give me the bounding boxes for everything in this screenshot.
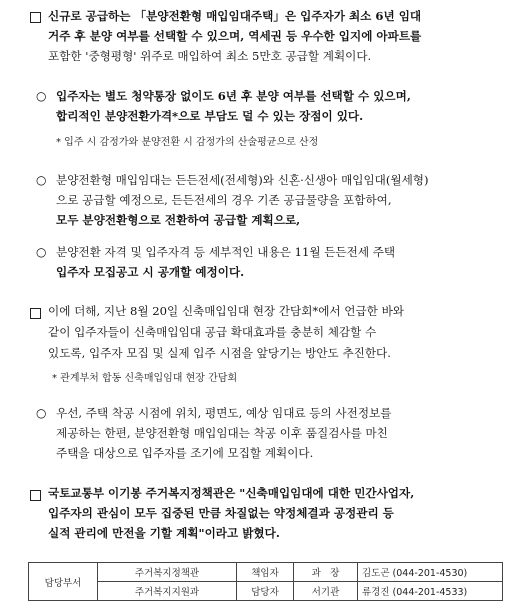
sub1-note: * 입주 시 감정가와 분양전환 시 감정가의 산술평균으로 산정: [56, 137, 319, 148]
sub3-line-1: 분양전환 자격 및 입주자격 등 세부적인 내용은 11월 든든전세 주택: [56, 245, 396, 259]
sec2-line-3: 있도록, 입주자 모집 및 실제 입주 시점을 앞당기는 방안도 추진한다.: [48, 346, 391, 360]
contact-row-1: [29, 563, 503, 582]
sub4-line-3: 주택을 대상으로 입주자를 조기에 모집할 계획이다.: [56, 446, 314, 460]
sec2-line-1: 이에 더해, 지난 8월 20일 신축매입임대 현장 간담회*에서 언급한 바와: [48, 304, 404, 318]
contact-table: [28, 562, 503, 601]
sec1-line-2-text: 거주 후 분양 여부를 선택할 수 있으며, 역세권 등 우수한 입지에 아파트를: [48, 29, 422, 43]
sec2-note: * 관계부처 합동 신축매입임대 현장 간담회: [52, 373, 238, 384]
circle-bullet-icon: ○: [36, 89, 47, 103]
sec1-line-1-text: 신규로 공급하는 「분양전환형 매입임대주택」은 입주자가 최소 6년 임대: [48, 9, 422, 23]
sec1-line-1: [48, 9, 421, 24]
sub4-line-2: 제공하는 한편, 분양전환형 매입임대는 착공 이후 품질검사를 마친: [56, 426, 388, 440]
sec1-line-3-text: 포함한 '중형평형' 위주로 매입하여 최소 5만호 공급할 계획이다.: [48, 49, 372, 63]
sec2-line-2: 같이 입주자들이 신축매입임대 공급 확대효과를 충분히 체감할 수: [48, 325, 377, 339]
sec3-line-2: 입주자의 관심이 모두 집중된 만큼 차질없는 약정체결과 공정관리 등: [48, 506, 394, 520]
sub3-line-2: 입주자 모집공고 시 공개할 예정이다.: [56, 265, 245, 279]
title-cell: 과 장: [294, 563, 358, 582]
role-cell: 담당자: [237, 582, 294, 601]
sub1-line-2: 합리적인 분양전환가격*으로 부담도 덜 수 있는 장점이 있다.: [56, 109, 364, 123]
sec3-line-3: 실적 관리에 만전을 기할 계획"이라고 밝혔다.: [48, 526, 280, 540]
dept-name-cell: 주거복지지원과: [98, 582, 237, 601]
sub1-line-1: 입주자는 별도 청약통장 없이도 6년 후 분양 여부를 선택할 수 있으며,: [56, 89, 411, 103]
title-cell: 서기관: [294, 582, 358, 601]
contact-row-2: [29, 582, 503, 601]
dept-name-cell: 주거복지정책관: [98, 563, 237, 582]
sub2-line-2: 으로 공급할 예정으로, 든든전세의 경우 기존 공급물량을 포함하여,: [56, 193, 392, 207]
square-bullet-icon: [30, 308, 41, 319]
circle-bullet-icon: ○: [36, 245, 47, 259]
person-cell: 김도곤 (044-201-4530): [358, 563, 503, 582]
sub4-line-1: 우선, 주택 착공 시점에 위치, 평면도, 예상 임대료 등의 사전정보를: [56, 406, 392, 420]
role-cell: 책임자: [237, 563, 294, 582]
sub2-line-1: 분양전환형 매입임대는 든든전세(전세형)와 신혼·신생아 매입임대(월세형): [56, 173, 429, 187]
sub2-line-3: 모두 분양전환형으로 전환하여 공급할 계획으로,: [56, 213, 301, 227]
sec1-line-3: [48, 49, 371, 64]
sec3-line-1: 국토교통부 이기봉 주거복지정책관은 "신축매입임대에 대한 민간사업자,: [48, 486, 415, 500]
dept-label-cell: 담당부서: [29, 563, 98, 601]
circle-bullet-icon: ○: [36, 406, 47, 420]
square-bullet-icon: [30, 12, 41, 23]
square-bullet-icon: [30, 490, 41, 501]
circle-bullet-icon: ○: [36, 173, 47, 187]
sec1-line-2: [48, 29, 421, 44]
person-cell: 류경진 (044-201-4533): [358, 582, 503, 601]
